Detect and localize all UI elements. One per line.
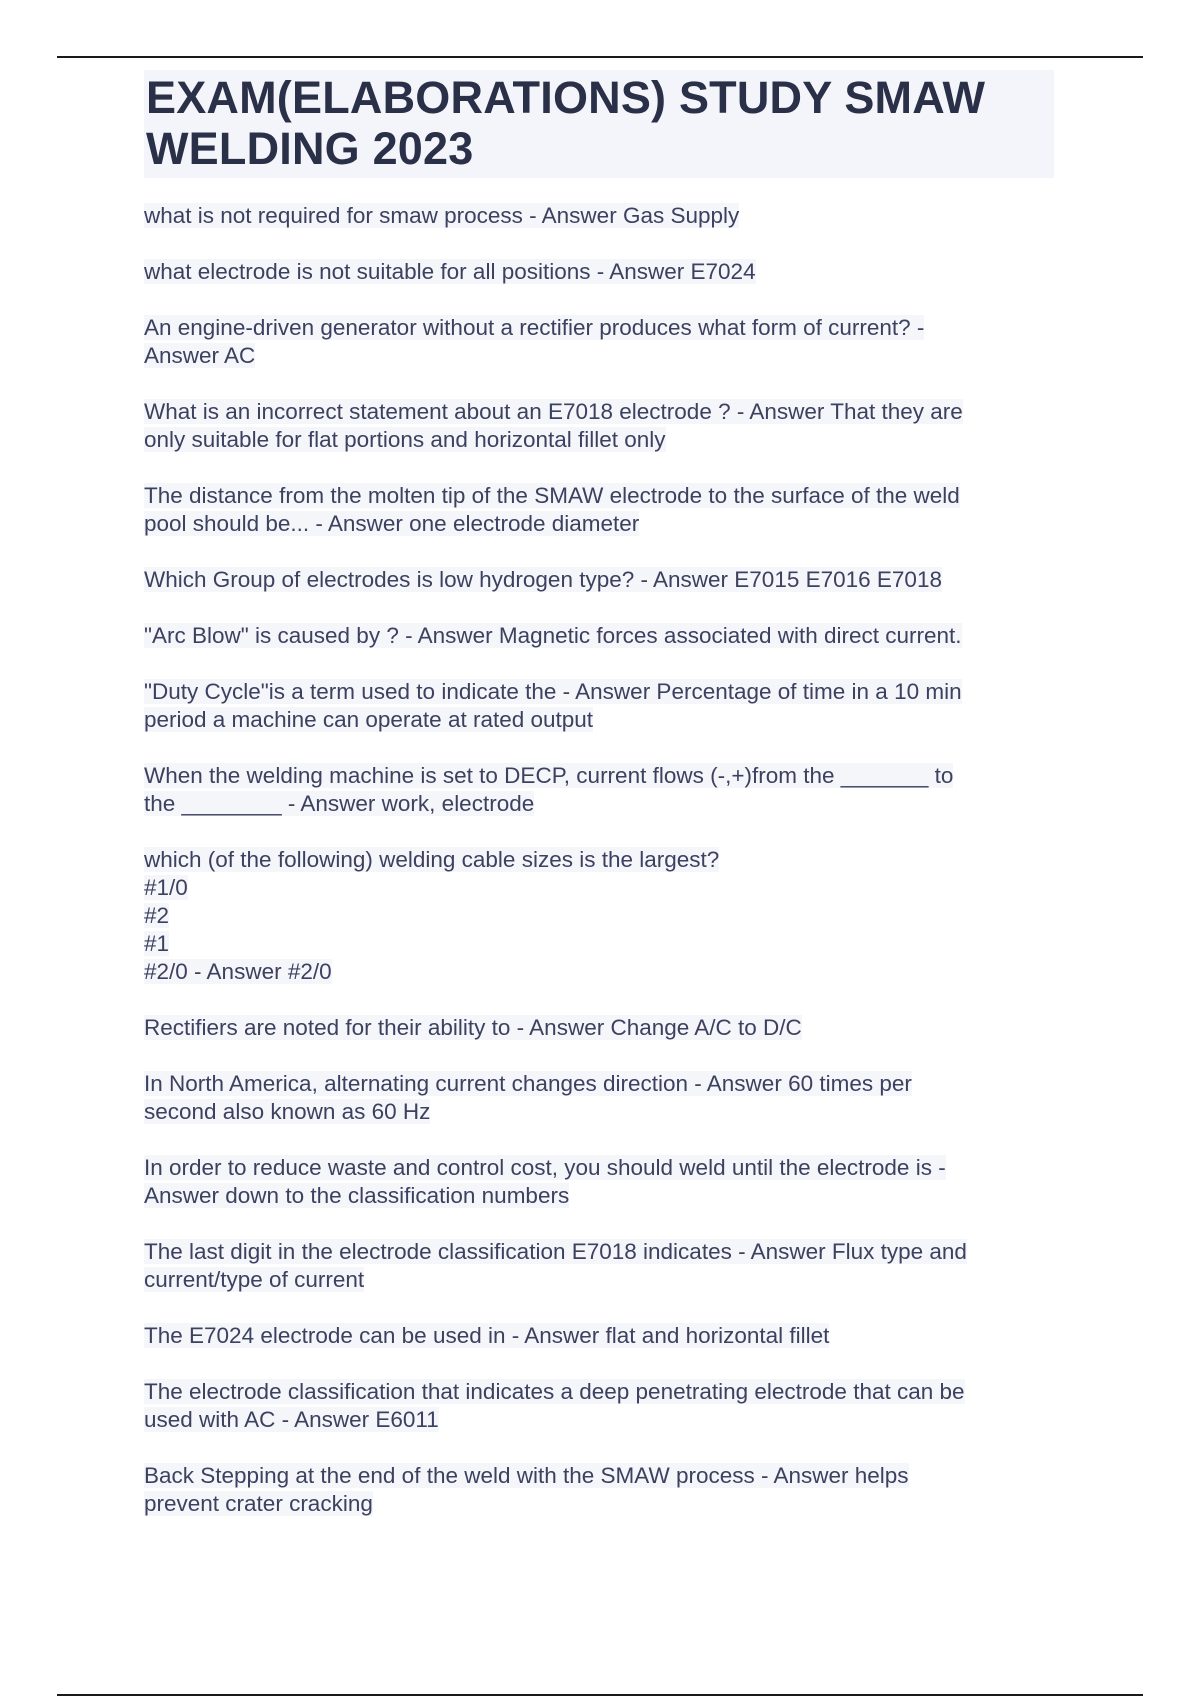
qa-line-text: what electrode is not suitable for all positions - Answer E7024 — [144, 259, 756, 284]
qa-line — [144, 762, 1054, 790]
qa-list — [144, 202, 1054, 1518]
qa-line-text: The last digit in the electrode classification E7018 indicates - Answer Flux type and — [144, 1239, 967, 1264]
qa-line — [144, 1014, 1054, 1042]
top-rule — [57, 56, 1143, 58]
qa-line — [144, 1070, 1054, 1098]
qa-item — [144, 1238, 1054, 1294]
qa-line-text: prevent crater cracking — [144, 1491, 373, 1516]
qa-line — [144, 426, 1054, 454]
qa-line — [144, 1154, 1054, 1182]
qa-item — [144, 258, 1054, 286]
qa-line — [144, 1462, 1054, 1490]
qa-item — [144, 846, 1054, 986]
qa-line-text: #2/0 - Answer #2/0 — [144, 959, 332, 984]
qa-line — [144, 1098, 1054, 1126]
qa-item — [144, 1154, 1054, 1210]
qa-line — [144, 1378, 1054, 1406]
qa-item — [144, 1462, 1054, 1518]
qa-line — [144, 398, 1054, 426]
qa-line — [144, 258, 1054, 286]
document-title: EXAM(ELABORATIONS) STUDY SMAW WELDING 2023 — [144, 70, 1054, 178]
qa-line — [144, 342, 1054, 370]
qa-line-text: the ________ - Answer work, electrode — [144, 791, 535, 816]
qa-line-text: When the welding machine is set to DECP, current flows (-,+)from the _______ to — [144, 763, 954, 788]
qa-line — [144, 1406, 1054, 1434]
qa-line — [144, 482, 1054, 510]
qa-item — [144, 566, 1054, 594]
qa-item — [144, 1014, 1054, 1042]
qa-line-text: #2 — [144, 903, 170, 928]
qa-line-text: Rectifiers are noted for their ability to - Answer Change A/C to D/C — [144, 1015, 802, 1040]
qa-line-text: what is not required for smaw process - Answer Gas Supply — [144, 203, 740, 228]
qa-line-text: current/type of current — [144, 1267, 365, 1292]
qa-line-text: period a machine can operate at rated output — [144, 707, 594, 732]
qa-line — [144, 510, 1054, 538]
qa-line-text: Answer AC — [144, 343, 256, 368]
qa-line — [144, 1238, 1054, 1266]
qa-line-text: An engine-driven generator without a rectifier produces what form of current? - — [144, 315, 925, 340]
qa-line — [144, 202, 1054, 230]
qa-item — [144, 314, 1054, 370]
document-body — [144, 70, 1054, 1546]
qa-line — [144, 1490, 1054, 1518]
qa-line — [144, 790, 1054, 818]
qa-line — [144, 622, 1054, 650]
qa-line-text: second also known as 60 Hz — [144, 1099, 431, 1124]
qa-line — [144, 958, 1054, 986]
qa-line-text: The distance from the molten tip of the SMAW electrode to the surface of the weld — [144, 483, 960, 508]
qa-line-text: In North America, alternating current changes direction - Answer 60 times per — [144, 1071, 912, 1096]
qa-line-text: which (of the following) welding cable sizes is the largest? — [144, 847, 720, 872]
qa-item — [144, 202, 1054, 230]
qa-line-text: pool should be... - Answer one electrode diameter — [144, 511, 640, 536]
qa-line-text: The E7024 electrode can be used in - Answer flat and horizontal fillet — [144, 1323, 830, 1348]
qa-line-text: "Arc Blow" is caused by ? - Answer Magnetic forces associated with direct current. — [144, 623, 962, 648]
qa-line-text: only suitable for flat portions and horizontal fillet only — [144, 427, 666, 452]
qa-item — [144, 1070, 1054, 1126]
qa-item — [144, 398, 1054, 454]
qa-line — [144, 846, 1054, 874]
qa-item — [144, 1378, 1054, 1434]
qa-item — [144, 678, 1054, 734]
qa-item — [144, 482, 1054, 538]
qa-line — [144, 566, 1054, 594]
qa-line-text: #1 — [144, 931, 170, 956]
qa-item — [144, 1322, 1054, 1350]
qa-line — [144, 706, 1054, 734]
qa-line — [144, 874, 1054, 902]
qa-line-text: "Duty Cycle"is a term used to indicate the - Answer Percentage of time in a 10 min — [144, 679, 962, 704]
qa-item — [144, 762, 1054, 818]
qa-line-text: used with AC - Answer E6011 — [144, 1407, 439, 1432]
qa-item — [144, 622, 1054, 650]
qa-line-text: The electrode classification that indicates a deep penetrating electrode that can be — [144, 1379, 965, 1404]
qa-line-text: In order to reduce waste and control cost, you should weld until the electrode is - — [144, 1155, 946, 1180]
qa-line — [144, 1322, 1054, 1350]
qa-line — [144, 678, 1054, 706]
qa-line — [144, 314, 1054, 342]
qa-line-text: What is an incorrect statement about an E7018 electrode ? - Answer That they are — [144, 399, 963, 424]
qa-line — [144, 902, 1054, 930]
qa-line — [144, 1182, 1054, 1210]
qa-line-text: Which Group of electrodes is low hydrogen type? - Answer E7015 E7016 E7018 — [144, 567, 942, 592]
qa-line-text: #1/0 — [144, 875, 188, 900]
qa-line-text: Back Stepping at the end of the weld with the SMAW process - Answer helps — [144, 1463, 909, 1488]
qa-line — [144, 1266, 1054, 1294]
qa-line-text: Answer down to the classification numbers — [144, 1183, 570, 1208]
qa-line — [144, 930, 1054, 958]
bottom-rule — [57, 1694, 1143, 1696]
